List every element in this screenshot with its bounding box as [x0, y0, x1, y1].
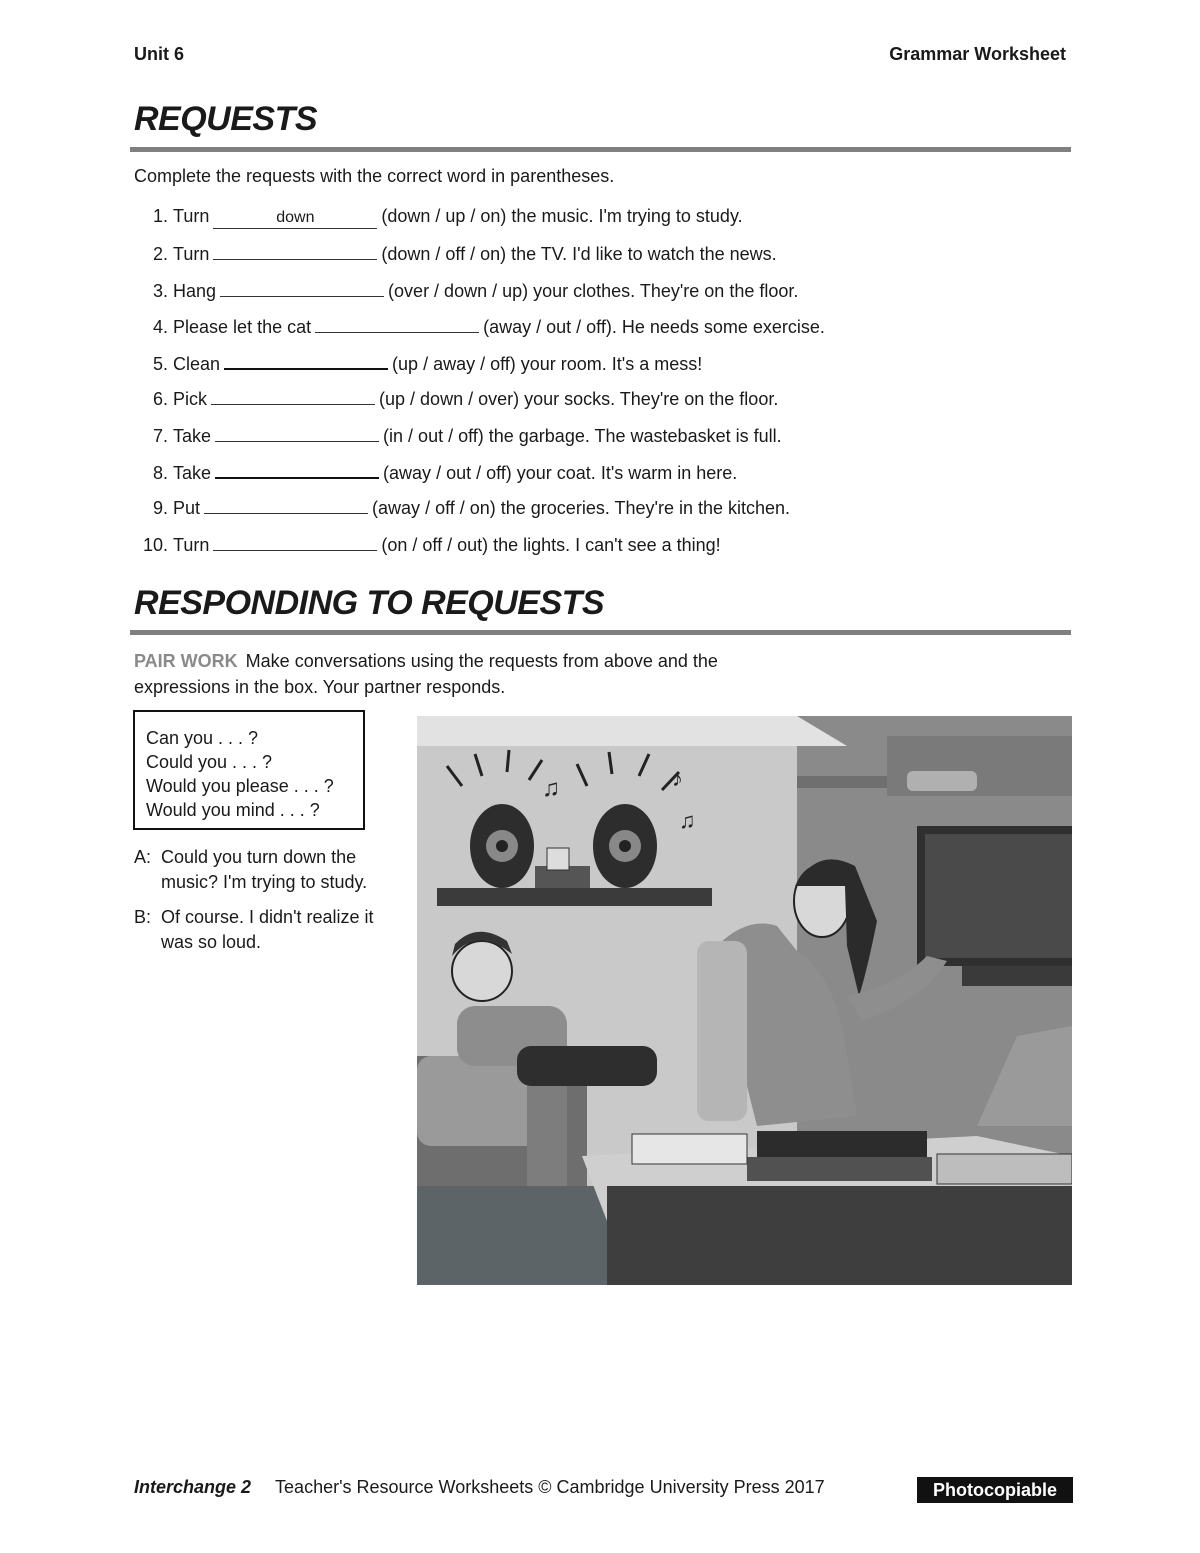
item-prefix: Put	[173, 498, 201, 519]
item-suffix: (over / down / up) your clothes. They're on the floor.	[388, 280, 799, 301]
answer-blank[interactable]	[220, 276, 384, 297]
section-divider	[130, 147, 1071, 152]
music-note-icon: ♪	[672, 766, 683, 791]
unit-label: Unit 6	[134, 44, 185, 64]
exercise-item	[134, 312, 825, 348]
answer-blank[interactable]: down	[213, 208, 377, 229]
item-number: 3.	[152, 280, 168, 301]
copyright-text: Teacher's Resource Worksheets © Cambridge University Press 2017	[275, 1477, 825, 1497]
item-suffix: (up / away / off) your room. It's a mess!	[392, 354, 703, 375]
section-title-responding: RESPONDING TO REQUESTS	[134, 584, 605, 622]
exercise-item	[134, 384, 825, 420]
pair-work-label: PAIR WORK	[134, 651, 238, 671]
exercise-item	[134, 421, 825, 457]
item-prefix: Take	[173, 463, 212, 484]
pair-work-text: Make conversations using the requests from above and the expressions in the box. Your partner responds.	[134, 651, 718, 697]
example-dialogue	[134, 845, 404, 965]
instruction: Complete the requests with the correct word in parentheses.	[134, 166, 615, 186]
boy-figure	[452, 941, 512, 1001]
item-suffix: (down / up / on) the music. I'm trying to study.	[381, 206, 743, 226]
item-number: 4.	[152, 316, 168, 337]
music-note-icon: ♫	[679, 808, 696, 833]
item-suffix: (away / off / on) the groceries. They're in the kitchen.	[372, 498, 791, 519]
item-suffix: (in / out / off) the garbage. The wastebasket is full.	[383, 425, 782, 446]
dialogue-line	[134, 845, 404, 895]
pair-work-instruction	[134, 648, 794, 700]
exercise-list	[134, 203, 825, 566]
exercise-item	[134, 457, 825, 493]
exercise-item	[134, 348, 825, 384]
item-number: 6.	[152, 389, 168, 410]
photocopiable-badge: Photocopiable	[917, 1477, 1073, 1503]
item-suffix: (away / out / off) your coat. It's warm in here.	[383, 463, 738, 484]
answer-blank[interactable]	[211, 384, 375, 405]
expression: Would you please . . . ?	[146, 776, 334, 796]
expression: Can you . . . ?	[146, 728, 259, 748]
item-number: 7.	[152, 425, 168, 446]
item-number: 10.	[142, 534, 168, 555]
answer-blank[interactable]	[224, 348, 388, 370]
item-number: 1.	[152, 206, 168, 226]
item-prefix: Turn	[173, 534, 210, 555]
answer-blank[interactable]	[315, 312, 479, 333]
exercise-item	[134, 493, 825, 529]
speaker-label: B:	[134, 907, 152, 927]
answer-blank[interactable]	[215, 421, 379, 442]
answer-blank[interactable]	[213, 530, 377, 551]
section-title-requests: REQUESTS	[134, 100, 318, 138]
dialogue-text: Could you turn down the music? I'm trying to study.	[161, 847, 368, 892]
answer-blank[interactable]	[204, 493, 368, 514]
item-prefix: Please let the cat	[173, 316, 312, 337]
exercise-item	[134, 239, 825, 275]
music-note-icon: ♫	[542, 775, 560, 802]
item-suffix: (on / off / out) the lights. I can't see a thing!	[381, 534, 721, 555]
dialogue-text: Of course. I didn't realize it was so loud.	[161, 907, 374, 952]
item-number: 9.	[152, 498, 168, 519]
book-title: Interchange 2	[134, 1477, 252, 1497]
item-number: 2.	[152, 244, 168, 265]
shelf	[437, 888, 712, 906]
dialogue-line	[134, 905, 404, 955]
item-prefix: Turn	[173, 244, 210, 265]
book-stack	[757, 1131, 927, 1157]
room-illustration	[417, 716, 1072, 1285]
exercise-item	[134, 276, 825, 312]
answer-blank[interactable]	[215, 457, 379, 479]
footer	[134, 1477, 825, 1498]
exercise-item	[134, 530, 825, 566]
item-suffix: (away / out / off). He needs some exercise.	[483, 316, 825, 337]
expression: Could you . . . ?	[146, 752, 273, 772]
item-prefix: Pick	[173, 389, 208, 410]
item-number: 5.	[152, 354, 168, 375]
item-prefix: Clean	[173, 354, 221, 375]
exercise-item	[134, 203, 825, 239]
item-prefix: Hang	[173, 280, 217, 301]
expressions-box	[133, 710, 365, 830]
answer-blank[interactable]	[213, 239, 377, 260]
item-number: 8.	[152, 463, 168, 484]
item-suffix: (down / off / on) the TV. I'd like to watch the news.	[381, 244, 777, 265]
item-prefix: Turn	[173, 206, 210, 226]
speaker-label: A:	[134, 847, 152, 867]
worksheet-type: Grammar Worksheet	[889, 44, 1066, 64]
section-divider	[130, 630, 1071, 635]
expression: Would you mind . . . ?	[146, 800, 320, 820]
item-prefix: Take	[173, 425, 212, 446]
item-suffix: (up / down / over) your socks. They're on the floor.	[379, 389, 779, 410]
